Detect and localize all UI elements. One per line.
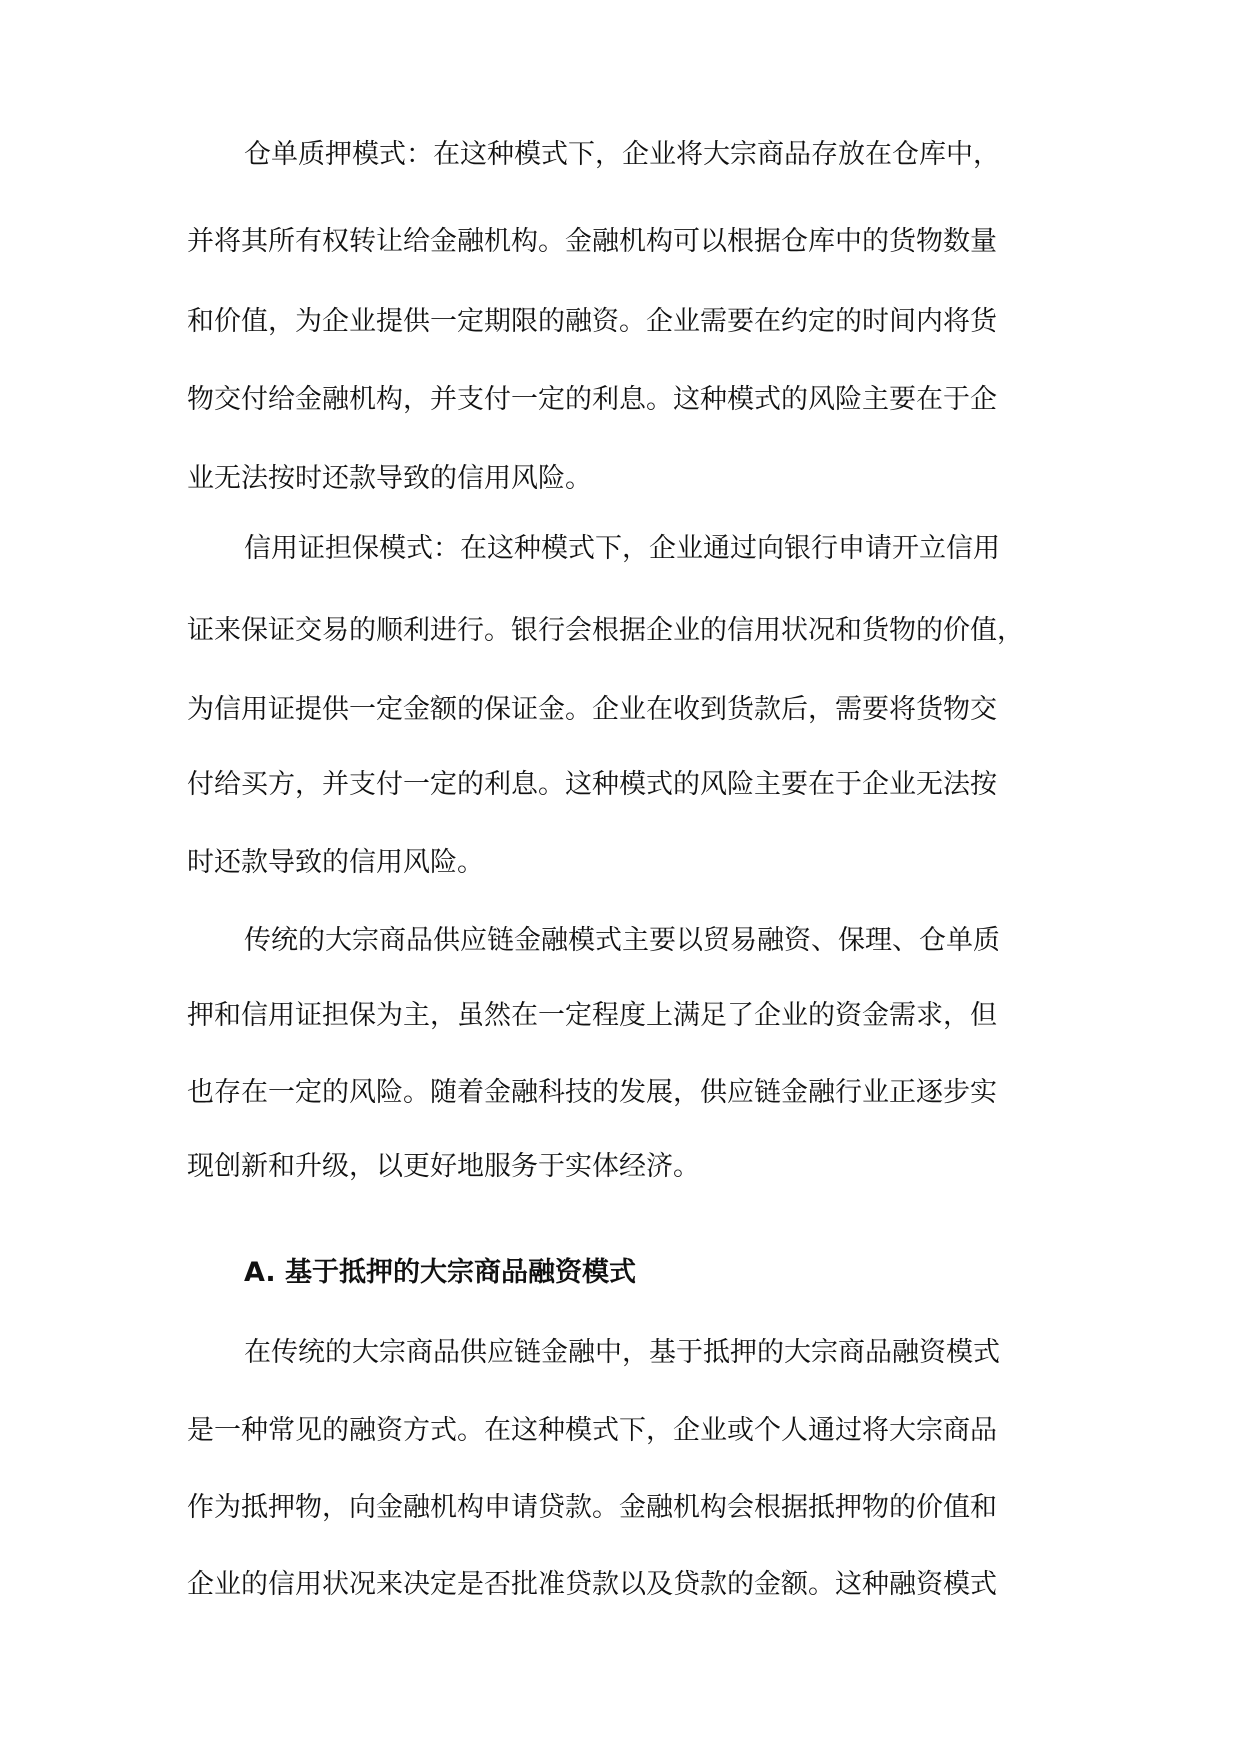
paragraph-3-line-1: 传统的大宗商品供应链金融模式主要以贸易融资、保理、仓单质: [244, 925, 1000, 956]
paragraph-2-line-1: 信用证担保模式：在这种模式下，企业通过向银行申请开立信用: [244, 533, 1000, 564]
paragraph-4-line-4: 企业的信用状况来决定是否批准贷款以及贷款的金额。这种融资模式: [187, 1569, 997, 1600]
section-heading: A. 基于抵押的大宗商品融资模式: [244, 1257, 637, 1288]
paragraph-2-line-3: 为信用证提供一定金额的保证金。企业在收到货款后，需要将货物交: [187, 694, 997, 725]
paragraph-3-line-4: 现创新和升级，以更好地服务于实体经济。: [187, 1151, 700, 1182]
paragraph-3-line-2: 押和信用证担保为主，虽然在一定程度上满足了企业的资金需求，但: [187, 1000, 997, 1031]
paragraph-2-line-2: 证来保证交易的顺利进行。银行会根据企业的信用状况和货物的价值，: [187, 615, 1024, 646]
paragraph-1-line-2: 并将其所有权转让给金融机构。金融机构可以根据仓库中的货物数量: [187, 226, 997, 257]
paragraph-1-line-4: 物交付给金融机构，并支付一定的利息。这种模式的风险主要在于企: [187, 384, 997, 415]
paragraph-4-line-2: 是一种常见的融资方式。在这种模式下，企业或个人通过将大宗商品: [187, 1415, 997, 1446]
paragraph-2-line-4: 付给买方，并支付一定的利息。这种模式的风险主要在于企业无法按: [187, 769, 997, 800]
paragraph-1-line-3: 和价值，为企业提供一定期限的融资。企业需要在约定的时间内将货: [187, 306, 997, 337]
paragraph-4-line-1: 在传统的大宗商品供应链金融中，基于抵押的大宗商品融资模式: [244, 1337, 1000, 1368]
paragraph-4-line-3: 作为抵押物，向金融机构申请贷款。金融机构会根据抵押物的价值和: [187, 1492, 997, 1523]
paragraph-1-line-1: 仓单质押模式：在这种模式下，企业将大宗商品存放在仓库中，: [244, 139, 1000, 170]
paragraph-3-line-3: 也存在一定的风险。随着金融科技的发展，供应链金融行业正逐步实: [187, 1077, 997, 1108]
paragraph-1-line-5: 业无法按时还款导致的信用风险。: [187, 463, 592, 494]
paragraph-2-line-5: 时还款导致的信用风险。: [187, 847, 484, 878]
